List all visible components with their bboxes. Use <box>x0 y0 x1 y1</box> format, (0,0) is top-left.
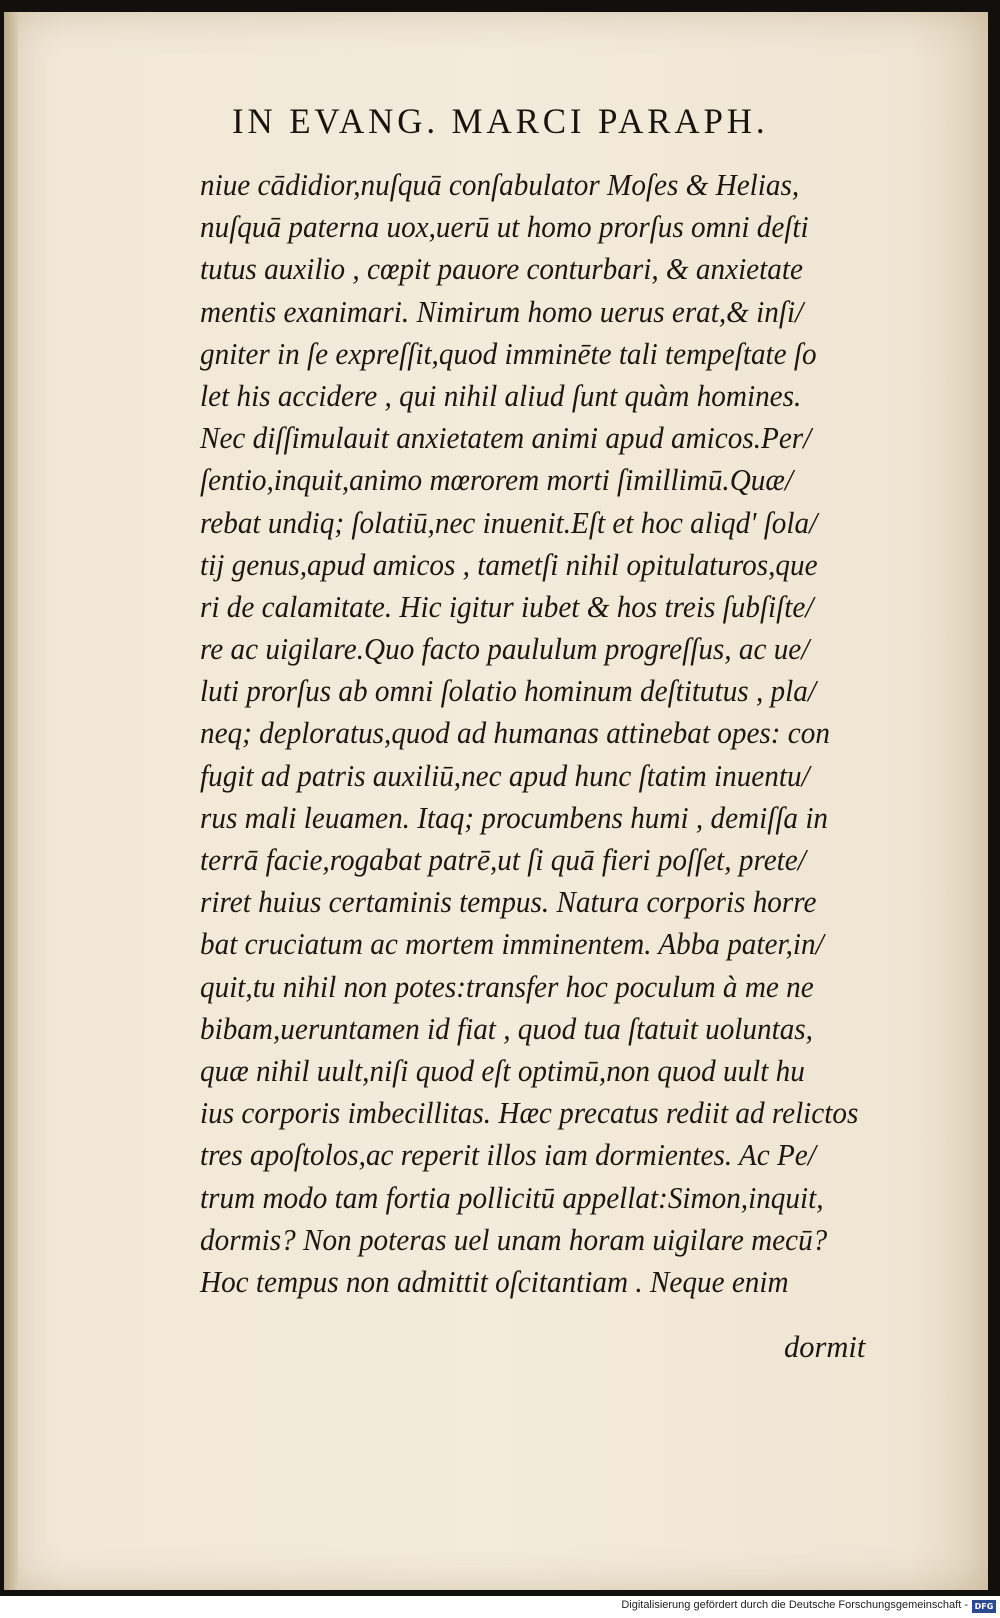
text-line: rus mali leuamen. Itaq; procumbens humi , demiſſa in <box>200 800 829 835</box>
text-line: nuſquā paterna uox,uerū ut homo prorſus omni deſti <box>200 210 809 245</box>
catchword: dormit <box>784 1330 866 1364</box>
text-line: bat cruciatum ac mortem imminentem. Abba pater,in/ <box>200 927 824 962</box>
book-page <box>4 12 988 1590</box>
body-text-block <box>200 164 900 1303</box>
text-line: quit,tu nihil non potes:transfer hoc poculum à me ne <box>200 969 814 1004</box>
text-line: terrā facie,rogabat patrē,ut ſi quā fieri poſſet, prete/ <box>200 843 806 877</box>
text-line: niue cādidior,nuſquā conſabulator Moſes & Helias, <box>200 168 800 202</box>
text-line: dormis? Non poteras uel unam horam uigilare mecū? <box>200 1222 828 1257</box>
text-line: neq; deploratus,quod ad humanas attinebat opes: con <box>200 716 830 751</box>
text-line: luti prorſus ab omni ſolatio hominum deſtitutus , pla/ <box>200 674 816 709</box>
text-line: bibam,ueruntamen id fiat , quod tua ſtatuit uoluntas, <box>200 1011 813 1046</box>
text-line: mentis exanimari. Nimirum homo uerus erat,& inſi/ <box>200 294 804 329</box>
text-line: tij genus,apud amicos , tametſi nihil opitulaturos,que <box>200 547 818 582</box>
running-title: IN EVANG. MARCI PARAPH. <box>232 101 769 141</box>
text-line: quæ nihil uult,niſi quod eſt optimū,non quod uult hu <box>200 1053 805 1088</box>
text-line: tres apoſtolos,ac reperit illos iam dormientes. Ac Pe/ <box>200 1138 816 1173</box>
digitization-footer <box>0 1596 1000 1618</box>
text-line: tutus auxilio , cœpit pauore conturbari, & anxietate <box>200 252 803 287</box>
dfg-logo: DFG <box>972 1600 996 1613</box>
text-line: gniter in ſe expreſſit,quod imminēte tali tempeſtate ſo <box>200 336 817 371</box>
text-line: trum modo tam fortia pollicitū appellat:Simon,inquit, <box>200 1180 824 1215</box>
page-spine <box>4 12 18 1590</box>
text-line: riret huius certaminis tempus. Natura corporis horre <box>200 885 817 920</box>
text-line: ius corporis imbecillitas. Hæc precatus rediit ad relictos <box>200 1096 859 1131</box>
text-line: Hoc tempus non admittit oſcitantiam . Neque enim <box>200 1264 789 1299</box>
text-line: fugit ad patris auxiliū,nec apud hunc ſtatim inuentu/ <box>200 758 810 793</box>
text-line: let his accidere , qui nihil aliud ſunt quàm homines. <box>200 378 802 413</box>
text-line: ſentio,inquit,animo mœrorem morti ſimillimū.Quæ/ <box>200 463 793 498</box>
text-line: Nec diſſimulauit anxietatem animi apud amicos.Per/ <box>200 421 812 456</box>
footer-credit: Digitalisierung gefördert durch die Deutsche Forschungsgemeinschaft - <box>621 1599 968 1611</box>
text-line: re ac uigilare.Quo facto paululum progreſſus, ac ue/ <box>200 632 810 667</box>
text-line: ri de calamitate. Hic igitur iubet & hos treis ſubſiſte/ <box>200 589 814 624</box>
text-line: rebat undiq; ſolatiū,nec inuenit.Eſt et hoc aliqd' ſola/ <box>200 505 818 540</box>
